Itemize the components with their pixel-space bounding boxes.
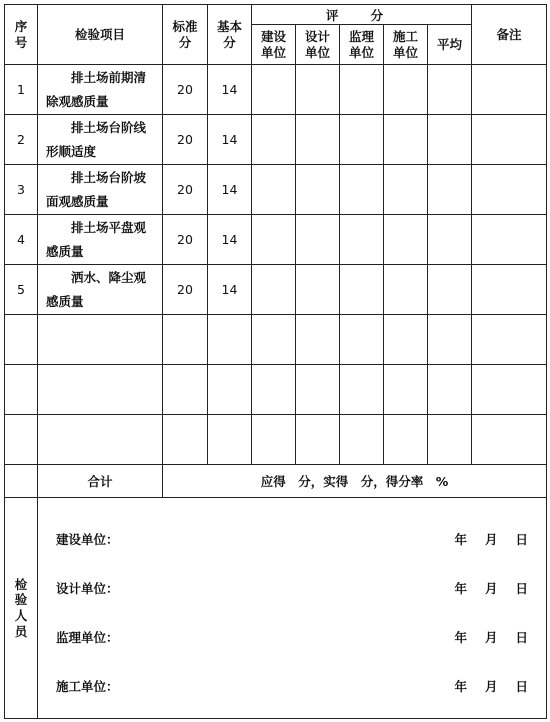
row-no: 1 [5, 65, 38, 115]
inspection-form-table [4, 4, 547, 719]
empty-cell[interactable] [296, 415, 340, 465]
empty-row [5, 365, 547, 415]
table-row [5, 115, 547, 165]
score-cell[interactable] [428, 265, 472, 315]
row-item: 洒水、降尘观感质量 [38, 265, 163, 315]
row-no: 5 [5, 265, 38, 315]
row-no: 3 [5, 165, 38, 215]
empty-cell[interactable] [428, 415, 472, 465]
empty-cell[interactable] [340, 415, 384, 465]
score-cell[interactable] [428, 65, 472, 115]
header-standard-score: 标准 分 [163, 5, 208, 65]
header-basic-score: 基本 分 [208, 5, 252, 65]
score-cell[interactable] [428, 115, 472, 165]
sign-date[interactable]: 年 月 日 [454, 629, 529, 645]
row-no: 2 [5, 115, 38, 165]
total-spacer [5, 465, 38, 498]
row-basic: 14 [208, 165, 252, 215]
header-design-unit: 设计 单位 [296, 25, 340, 65]
score-cell[interactable] [252, 165, 296, 215]
sign-unit-label: 设计单位： [56, 580, 119, 596]
sign-unit-label: 监理单位： [56, 629, 119, 645]
empty-cell[interactable] [38, 415, 163, 465]
row-standard: 20 [163, 215, 208, 265]
empty-cell[interactable] [472, 315, 547, 365]
score-cell[interactable] [384, 65, 428, 115]
empty-cell[interactable] [296, 365, 340, 415]
empty-cell[interactable] [208, 415, 252, 465]
row-basic: 14 [208, 65, 252, 115]
header-supervision-unit: 监理 单位 [340, 25, 384, 65]
empty-cell[interactable] [252, 315, 296, 365]
score-cell[interactable] [428, 215, 472, 265]
empty-cell[interactable] [472, 415, 547, 465]
sign-unit-label: 施工单位： [56, 678, 119, 694]
empty-cell[interactable] [384, 415, 428, 465]
empty-cell[interactable] [472, 365, 547, 415]
score-cell[interactable] [252, 215, 296, 265]
inspector-row [5, 498, 547, 719]
total-row [5, 465, 547, 498]
row-item: 排土场台阶坡面观感质量 [38, 165, 163, 215]
table-row [5, 165, 547, 215]
score-cell[interactable] [428, 165, 472, 215]
empty-cell[interactable] [208, 365, 252, 415]
empty-cell[interactable] [252, 365, 296, 415]
score-cell[interactable] [296, 165, 340, 215]
empty-cell[interactable] [428, 365, 472, 415]
empty-cell[interactable] [38, 365, 163, 415]
empty-cell[interactable] [5, 365, 38, 415]
empty-cell[interactable] [340, 365, 384, 415]
score-cell[interactable] [296, 215, 340, 265]
table-row [5, 215, 547, 265]
sign-date[interactable]: 年 月 日 [454, 580, 529, 596]
empty-cell[interactable] [384, 315, 428, 365]
score-cell[interactable] [384, 165, 428, 215]
empty-cell[interactable] [208, 315, 252, 365]
score-cell[interactable] [340, 265, 384, 315]
table-row [5, 265, 547, 315]
score-cell[interactable] [340, 165, 384, 215]
empty-cell[interactable] [5, 415, 38, 465]
sign-line-design [38, 563, 546, 612]
row-basic: 14 [208, 265, 252, 315]
remark-cell[interactable] [472, 215, 547, 265]
empty-cell[interactable] [163, 315, 208, 365]
row-basic: 14 [208, 115, 252, 165]
row-item: 排土场台阶线形顺适度 [38, 115, 163, 165]
sign-date[interactable]: 年 月 日 [454, 678, 529, 694]
empty-row [5, 415, 547, 465]
row-standard: 20 [163, 265, 208, 315]
table-row [5, 65, 547, 115]
score-cell[interactable] [340, 65, 384, 115]
inspector-sign-area [38, 498, 547, 719]
score-cell[interactable] [296, 115, 340, 165]
score-cell[interactable] [384, 265, 428, 315]
row-basic: 14 [208, 215, 252, 265]
header-no: 序 号 [5, 5, 38, 65]
remark-cell[interactable] [472, 65, 547, 115]
empty-cell[interactable] [5, 315, 38, 365]
row-standard: 20 [163, 115, 208, 165]
total-label: 合计 [38, 465, 163, 498]
sign-date[interactable]: 年 月 日 [454, 531, 529, 547]
row-standard: 20 [163, 65, 208, 115]
header-item: 检验项目 [38, 5, 163, 65]
empty-cell[interactable] [340, 315, 384, 365]
score-cell[interactable] [252, 65, 296, 115]
remark-cell[interactable] [472, 265, 547, 315]
remark-cell[interactable] [472, 165, 547, 215]
score-cell[interactable] [252, 115, 296, 165]
remark-cell[interactable] [472, 115, 547, 165]
sign-line-construction [38, 514, 546, 563]
sign-unit-label: 建设单位： [56, 531, 119, 547]
empty-row [5, 315, 547, 365]
row-item: 排土场平盘观感质量 [38, 215, 163, 265]
empty-cell[interactable] [252, 415, 296, 465]
score-cell[interactable] [384, 115, 428, 165]
row-item: 排土场前期清除观感质量 [38, 65, 163, 115]
sign-line-supervision [38, 612, 546, 661]
empty-cell[interactable] [163, 415, 208, 465]
score-cell[interactable] [340, 215, 384, 265]
row-standard: 20 [163, 165, 208, 215]
score-cell[interactable] [384, 215, 428, 265]
header-average: 平均 [428, 25, 472, 65]
score-cell[interactable] [296, 265, 340, 315]
score-cell[interactable] [296, 65, 340, 115]
total-formula: 应得 分，实得 分，得分率 % [163, 465, 547, 498]
empty-cell[interactable] [296, 315, 340, 365]
header-remark: 备注 [472, 5, 547, 65]
score-cell[interactable] [252, 265, 296, 315]
header-score-group: 评 分 [252, 5, 472, 25]
score-cell[interactable] [340, 115, 384, 165]
empty-cell[interactable] [163, 365, 208, 415]
empty-cell[interactable] [38, 315, 163, 365]
sign-line-contractor [38, 661, 546, 710]
header-construction-unit: 建设 单位 [252, 25, 296, 65]
header-contractor-unit: 施工 单位 [384, 25, 428, 65]
empty-cell[interactable] [428, 315, 472, 365]
inspector-label: 检 验 人 员 [5, 498, 38, 719]
empty-cell[interactable] [384, 365, 428, 415]
row-no: 4 [5, 215, 38, 265]
